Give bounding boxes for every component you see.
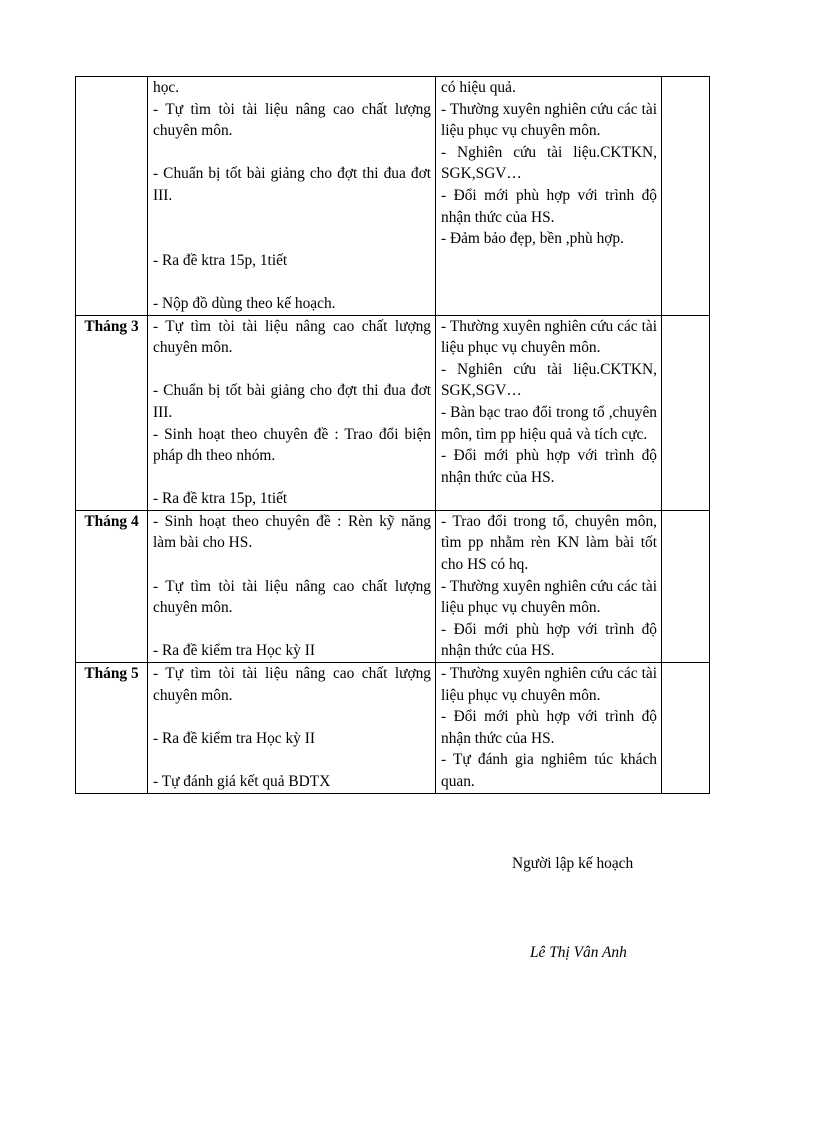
spacer: [153, 467, 431, 489]
note-cell: [662, 315, 710, 510]
measure-item: - Đổi mới phù hợp với trình độ nhận thức của HS.: [441, 708, 657, 747]
signer-title: Người lập kế hoạch: [512, 855, 634, 872]
plan-table: [75, 76, 710, 794]
task-cell: [148, 315, 436, 510]
measure-cell: [436, 77, 662, 316]
note-cell: [662, 510, 710, 662]
spacer: [153, 749, 431, 771]
measure-item: có hiệu quả.: [441, 79, 516, 96]
task-item: - Sinh hoạt theo chuyên đề : Trao đổi biện pháp dh theo nhóm.: [153, 425, 431, 465]
spacer: [153, 207, 431, 229]
measure-item: - Đổi mới phù hợp với trình độ nhận thức của HS.: [441, 186, 657, 226]
measure-item: - Tự đánh gia nghiêm túc khách quan.: [441, 751, 657, 790]
spacer: [153, 228, 431, 250]
task-item: - Tự đánh giá kết quả BDTX: [153, 773, 331, 790]
table-row: [76, 663, 710, 794]
month-cell: [76, 77, 148, 316]
measure-item: - Đổi mới phù hợp với trình độ nhận thức của HS.: [441, 620, 657, 660]
spacer: [153, 706, 431, 728]
spacer: [153, 554, 431, 576]
measure-cell: [436, 663, 662, 794]
measure-cell: [436, 315, 662, 510]
spacer: [153, 142, 431, 164]
table-row: [76, 510, 710, 662]
task-item: - Ra đề kiểm tra Học kỳ II: [153, 729, 315, 747]
task-item: - Ra đề ktra 15p, 1tiết: [153, 251, 288, 269]
table-row: [76, 315, 710, 510]
measure-item: - Đảm bảo đẹp, bền ,phù hợp.: [441, 230, 624, 248]
month-cell: Tháng 5: [76, 663, 148, 794]
spacer: [153, 619, 431, 641]
measure-item: - Đổi mới phù hợp với trình độ nhận thức của HS.: [441, 447, 657, 486]
spacer: [153, 359, 431, 381]
task-cell: [148, 510, 436, 662]
measure-item: - Thường xuyên nghiên cứu các tài liệu phục vụ chuyên môn.: [441, 665, 657, 704]
task-item: - Nộp đồ dùng theo kế hoạch.: [153, 294, 336, 312]
note-cell: [662, 77, 710, 316]
task-item: - Tự tìm tòi tài liệu nâng cao chất lượng chuyên môn.: [153, 577, 431, 617]
task-item: - Ra đề ktra 15p, 1tiết: [153, 490, 288, 508]
task-item: - Chuẩn bị tốt bài giảng cho đợt thi đua đơt III.: [153, 382, 431, 421]
task-cell: [148, 663, 436, 794]
task-item: học.: [153, 79, 180, 96]
measure-item: - Nghiên cứu tài liệu.CKTKN, SGK,SGV…: [441, 143, 657, 183]
measure-item: - Thường xuyên nghiên cứu các tài liệu phục vụ chuyên môn.: [441, 100, 657, 140]
note-cell: [662, 663, 710, 794]
task-item: - Tự tìm tòi tài liệu nâng cao chất lượng chuyên môn.: [153, 317, 431, 357]
month-cell: Tháng 4: [76, 510, 148, 662]
task-cell: [148, 77, 436, 316]
measure-item: - Trao đổi trong tổ, chuyên môn, tìm pp nhằm rèn KN làm bài tốt cho HS có hq.: [441, 512, 657, 574]
table-row: [76, 77, 710, 316]
measure-item: - Bàn bạc trao đổi trong tổ ,chuyên môn, tìm pp hiệu quả và tích cực.: [441, 403, 657, 443]
spacer: [153, 271, 431, 293]
measure-item: - Thường xuyên nghiên cứu các tài liệu phục vụ chuyên môn.: [441, 577, 657, 617]
measure-item: - Thường xuyên nghiên cứu các tài liệu phục vụ chuyên môn.: [441, 317, 657, 357]
task-item: - Sinh hoạt theo chuyên đề : Rèn kỹ năng làm bài cho HS.: [153, 512, 431, 552]
task-item: - Tự tìm tòi tài liệu nâng cao chất lượng chuyên môn.: [153, 665, 431, 704]
measure-item: - Nghiên cứu tài liệu.CKTKN, SGK,SGV…: [441, 360, 657, 400]
task-item: - Chuẩn bị tốt bài giảng cho đợt thi đua đơt III.: [153, 165, 431, 204]
task-item: - Ra đề kiểm tra Học kỳ II: [153, 642, 315, 660]
month-cell: Tháng 3: [76, 315, 148, 510]
measure-cell: [436, 510, 662, 662]
task-item: - Tự tìm tòi tài liệu nâng cao chất lượng chuyên môn.: [153, 100, 431, 140]
signer-name: Lê Thị Vân Anh: [530, 944, 627, 961]
